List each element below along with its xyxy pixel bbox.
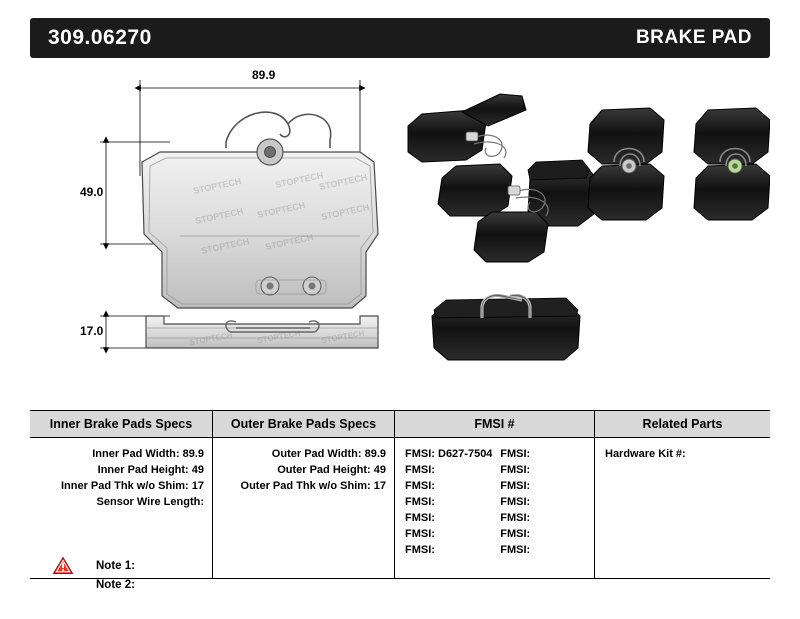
inner-spec-row: Inner Pad Width: 89.9 xyxy=(92,448,204,460)
fmsi-right: FMSI: xyxy=(500,528,531,540)
svg-text:STOPTECH: STOPTECH xyxy=(200,236,251,256)
fmsi-body xyxy=(395,438,594,578)
fmsi-right: FMSI: xyxy=(500,448,531,460)
svg-text:STOPTECH: STOPTECH xyxy=(188,330,234,347)
fmsi-row xyxy=(405,494,586,510)
document-header xyxy=(30,18,770,58)
svg-text:STOPTECH: STOPTECH xyxy=(256,200,307,220)
fmsi-left: FMSI: xyxy=(405,512,435,524)
exploded-pad-3 xyxy=(438,164,512,216)
dimension-thickness-label: 17.0 xyxy=(80,324,104,338)
fmsi-header: FMSI # xyxy=(395,411,594,438)
note-2-label: Note 2: xyxy=(96,578,135,591)
outer-specs-column xyxy=(212,410,394,579)
related-parts-row: Hardware Kit #: xyxy=(605,448,686,460)
fmsi-left: FMSI: xyxy=(405,544,435,556)
inner-spec-row: Inner Pad Height: 49 xyxy=(97,464,204,476)
drawing-svg xyxy=(30,66,770,396)
inner-spec-row: Sensor Wire Length: xyxy=(96,496,204,508)
document-title: BRAKE PAD xyxy=(635,27,752,48)
fmsi-row xyxy=(405,526,586,542)
technical-drawing xyxy=(30,66,770,396)
related-parts-body xyxy=(595,438,770,578)
svg-text:STOPTECH: STOPTECH xyxy=(264,232,315,252)
fmsi-right: FMSI: xyxy=(500,544,531,556)
related-parts-column xyxy=(594,410,770,579)
fmsi-left: FMSI: xyxy=(405,464,435,476)
fmsi-row xyxy=(405,478,586,494)
svg-text:STOPTECH: STOPTECH xyxy=(320,202,371,222)
svg-text:STOPTECH: STOPTECH xyxy=(318,172,369,192)
notes-section xyxy=(52,556,352,594)
inner-spec-row: Inner Pad Thk w/o Shim: 17 xyxy=(60,480,204,492)
outer-specs-header: Outer Brake Pads Specs xyxy=(213,411,394,438)
fmsi-row xyxy=(405,542,586,558)
svg-text:STOPTECH: STOPTECH xyxy=(192,176,243,196)
fmsi-right: FMSI: xyxy=(500,512,531,524)
note-row xyxy=(52,556,352,575)
fmsi-row xyxy=(405,462,586,478)
note-row xyxy=(52,575,352,594)
svg-text:STOPTECH: STOPTECH xyxy=(274,170,325,190)
fmsi-left: FMSI: xyxy=(405,480,435,492)
inner-specs-column xyxy=(30,410,212,579)
fmsi-right: FMSI: xyxy=(500,496,531,508)
dimension-height-label: 49.0 xyxy=(80,185,104,199)
specs-table xyxy=(30,410,770,579)
related-parts-header: Related Parts xyxy=(595,411,770,438)
svg-text:STOPTECH: STOPTECH xyxy=(194,206,245,226)
fmsi-right: FMSI: xyxy=(500,480,531,492)
fmsi-left: FMSI: xyxy=(405,496,435,508)
part-number: 309.06270 xyxy=(48,26,152,49)
outer-spec-row: Outer Pad Thk w/o Shim: 17 xyxy=(240,480,386,492)
fmsi-column xyxy=(394,410,594,579)
outer-spec-row: Outer Pad Height: 49 xyxy=(277,464,386,476)
dimension-width-label: 89.9 xyxy=(252,68,276,82)
outer-spec-row: Outer Pad Width: 89.9 xyxy=(271,448,386,460)
svg-text:STOPTECH: STOPTECH xyxy=(256,328,302,345)
fmsi-right: FMSI: xyxy=(500,464,531,476)
fmsi-left: FMSI: D627-7504 xyxy=(405,448,493,460)
fmsi-left: FMSI: xyxy=(405,528,435,540)
exploded-pad-4 xyxy=(474,212,548,262)
svg-text:STOPTECH: STOPTECH xyxy=(320,328,366,345)
inner-specs-header: Inner Brake Pads Specs xyxy=(30,411,212,438)
fmsi-row xyxy=(405,446,586,462)
note-1-label: Note 1: xyxy=(96,559,135,572)
fmsi-row xyxy=(405,510,586,526)
inner-pad-outline xyxy=(142,152,378,308)
warning-triangle-icon xyxy=(52,556,74,575)
